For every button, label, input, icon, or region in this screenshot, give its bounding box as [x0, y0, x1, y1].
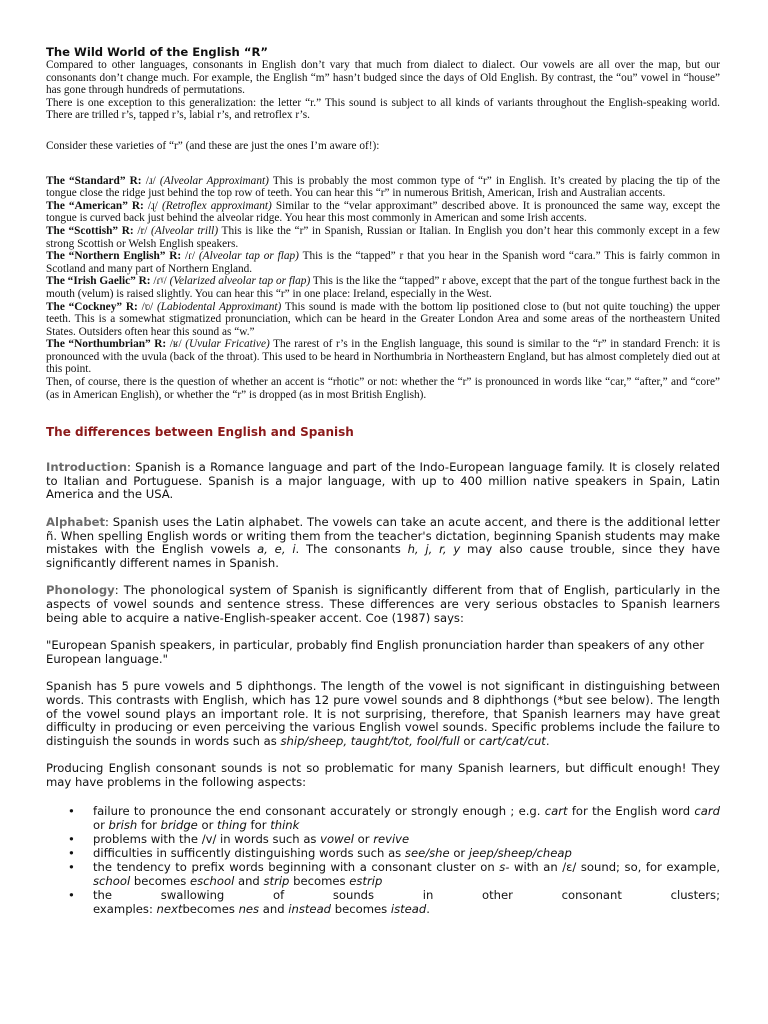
bullet-icon: • — [68, 859, 75, 874]
section-title-english-r: The Wild World of the English “R” — [46, 45, 269, 59]
r-variety-item: The “Northumbrian” R: /ʁ/ (Uvular Fricative) The rarest of r’s in the English language, this sound is similar to the “r” in standard French: it is pronounced with the uvula (back of the throat). This used to be heard in Northumbria in Northeastern England, but has almost completely died out at this point. — [46, 338, 721, 376]
bullet-icon: • — [68, 831, 75, 846]
list-item: • failure to pronounce the end consonant accurately or strongly enough ; e.g. cart for the English word card or brish for bridge or thing for think — [68, 803, 720, 832]
document-page — [46, 46, 720, 916]
exception-paragraph: There is one exception to this generalization: the letter “r.” This sound is subject to all kinds of variants throughout the English-speaking world. There are trilled r’s, tapped r’s, labial r’s, and retroflex r’s. — [46, 96, 720, 122]
intro-paragraph: Compared to other languages, consonants in English don’t vary that much from dialect to dialect. Our vowels are all over the map, but our consonants don’t change much. For example, the English “m” hasn’t budged since the days of Old English. By contrast, the “ou” vowel in “house” has gone through hundreds of permutations. — [46, 59, 720, 97]
r-variety-item: The “American” R: /ɻ/ (Retroflex approximant) Similar to the “velar approximant” described above. It is pronounced the same way, except the tongue is curved back just behind the alveolar ridge. You hear this most commonly in American and some Irish accents. — [46, 199, 720, 225]
consonant-problems-list — [46, 804, 720, 916]
alphabet-label: Alphabet — [46, 515, 106, 530]
r-varieties-list — [46, 175, 720, 377]
bullet-icon: • — [68, 845, 75, 860]
section-title-english-spanish: The differences between English and Spanish — [46, 425, 354, 440]
vowels-paragraph: Spanish has 5 pure vowels and 5 diphthongs. The length of the vowel is not significant in distinguishing between words. This contrasts with English, which has 12 pure vowel sounds and 8 diphthongs (*but see below). The length of the vowel sound plays an important role. It is not surprising, therefore, that Spanish learners may have great difficulty in producing or even perceiving the various English vowel sounds. Specific problems include the failure to distinguish the sounds in words such as ship/sheep, taught/tot, fool/full or cart/cat/cut. — [46, 679, 720, 748]
r-variety-item: The “Cockney” R: /ʋ/ (Labiodental Approximant) This sound is made with the bottom lip positioned close to (but not quite touching) the upper teeth. This is a somewhat stigmatized pronunciation, which can be heard in the Greater London Area and some areas of the northeastern United States. Outsiders often hear this sound as “w.” — [46, 300, 721, 338]
list-item: • the swallowing of sounds in other consonant clusters; examples: nextbecomes nes and instead becomes istead. — [68, 887, 720, 916]
coe-quote: "European Spanish speakers, in particular, probably find English pronunciation harder than speakers of any other European language." — [46, 638, 705, 666]
r-variety-item: The “Northern English” R: /ɾ/ (Alveolar tap or flap) This is the “tapped” r that you hear in the Spanish word “cara.” This is fairly common in Scotland and many part of Northern England. — [46, 250, 720, 275]
bullet-icon: • — [68, 887, 75, 902]
r-variety-item: The “Scottish” R: /r/ (Alveolar trill) This is like the “r” in Spanish, Russian or Italian. In English you don’t hear this commonly except in a few strong Scottish or Welsh English speakers. — [46, 224, 721, 250]
alphabet-paragraph: Alphabet: Spanish uses the Latin alphabet. The vowels can take an acute accent, and there is the additional letter ñ. When spelling English words or writing them from the teacher's dictation, beginning Spanish students may make mistakes with the English vowels a, e, i. The consonants h, j, r, y may also cause trouble, since they have significantly different names in Spanish. — [46, 515, 720, 570]
list-item: • difficulties in sufficently distinguishing words such as see/she or jeep/sheep/cheap — [68, 845, 572, 860]
introduction-label: Introduction — [46, 460, 127, 475]
consonants-paragraph: Producing English consonant sounds is not so problematic for many Spanish learners, but difficult enough! They may have problems in the following aspects: — [46, 761, 720, 789]
r-variety-item: The “Standard” R: /ɹ/ (Alveolar Approximant) This is probably the most common type of “r” in English. It’s created by placing the tip of the tongue close the ridge just behind the top row of teeth. You can hear this “r” in numerous British, American, Irish and Australian accents. — [46, 174, 720, 200]
list-item: • problems with the /v/ in words such as vowel or revive — [68, 831, 410, 846]
bullet-icon: • — [68, 803, 75, 818]
english-spanish-section — [46, 461, 720, 915]
list-item: • the tendency to prefix words beginning with a consonant cluster on s- with an /ɛ/ sound; so, for example, school becomes eschool and strip becomes estrip — [68, 859, 721, 888]
rhotic-paragraph: Then, of course, there is the question of whether an accent is “rhotic” or not: whether the “r” is pronounced in words like “car,” “after,” and “core” (as in American English), or whether the “r” is dropped (as in most British English). — [46, 376, 720, 401]
r-variety-item: The “Irish Gaelic” R: /ɾˠ/ (Velarized alveolar tap or flap) This is the like the “tapped” r above, except that the part of the tongue furthest back in the mouth (velum) is raised slightly. You can hear this “r” in one place: Ireland, especially in the West. — [46, 275, 720, 300]
phonology-paragraph: Phonology: The phonological system of Spanish is significantly different from that of English, particularly in the aspects of vowel sounds and sentence stress. These differences are very serious obstacles to Spanish learners being able to acquire a native-English-speaker accent. Coe (1987) says: — [46, 583, 720, 625]
consider-paragraph: Consider these varieties of “r” (and these are just the ones I’m aware of!): — [46, 139, 380, 152]
phonology-label: Phonology — [46, 583, 115, 598]
intro-section — [46, 59, 720, 401]
introduction-paragraph: Introduction: Spanish is a Romance language and part of the Indo-European language family. It is closely related to Italian and Portuguese. Spanish is a major language, with up to 400 million native speakers in Spain, Latin America and the USA. — [46, 460, 720, 502]
